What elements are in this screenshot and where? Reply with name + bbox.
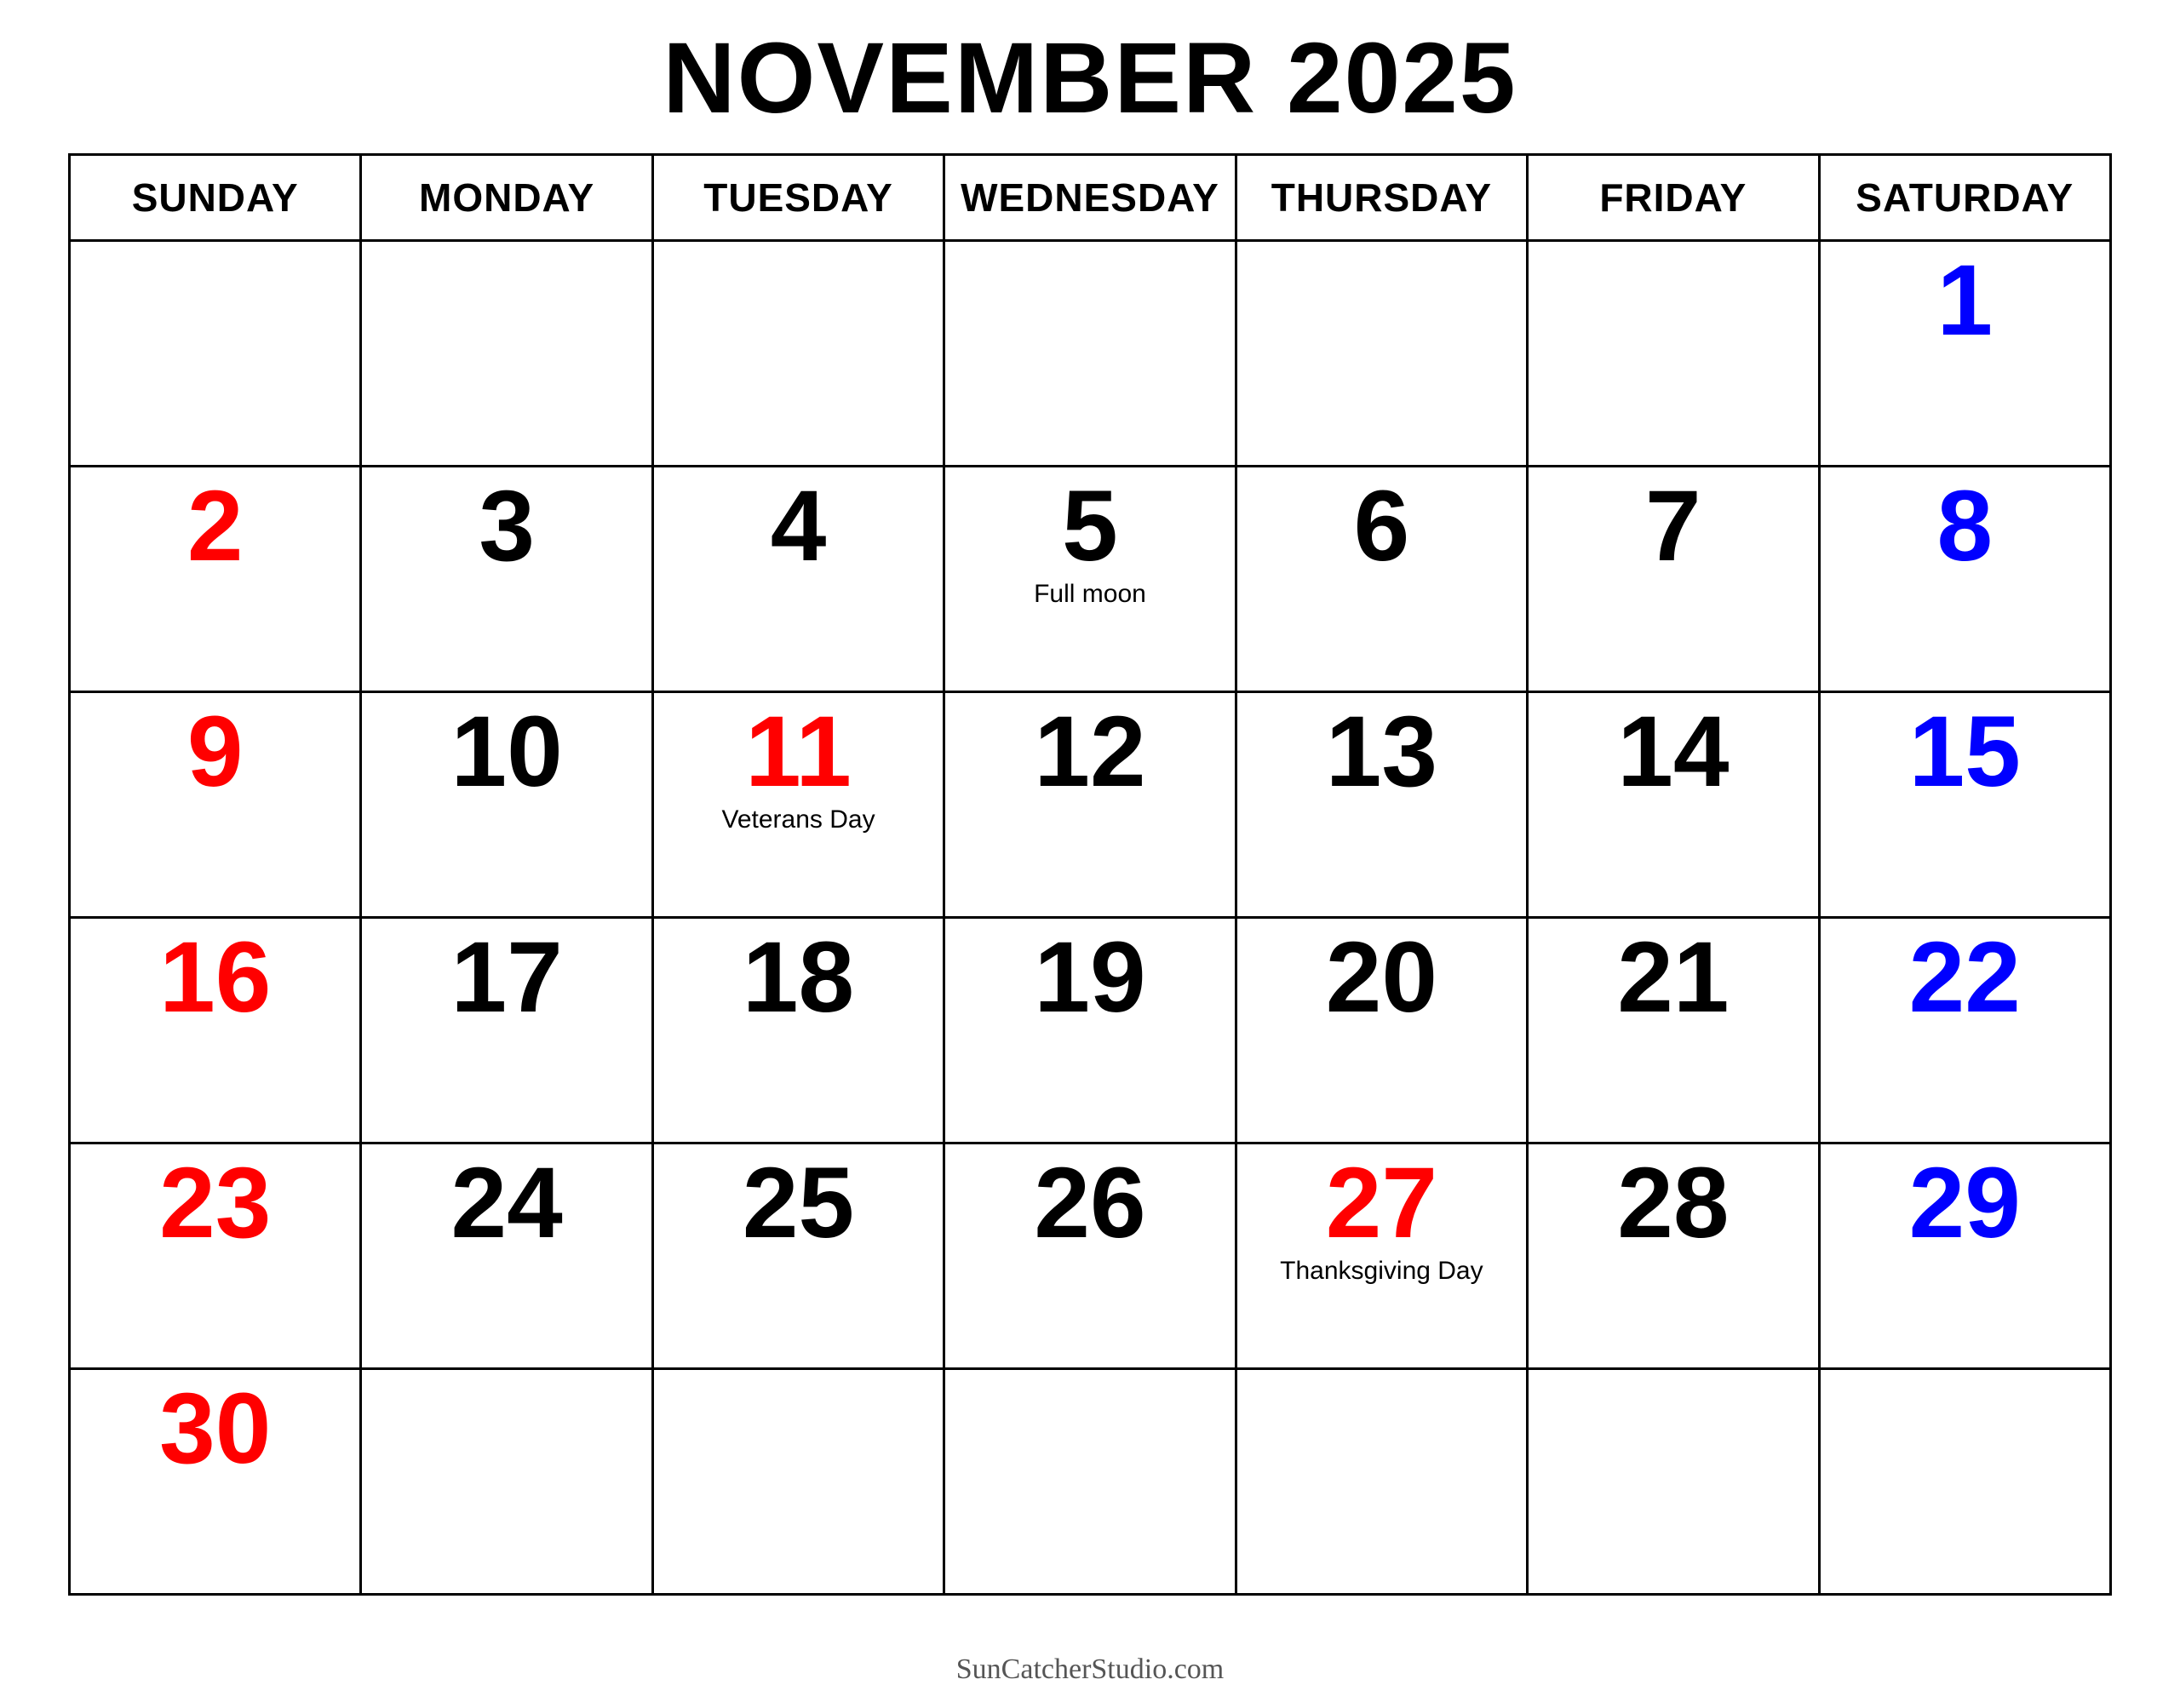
day-cell-content: [1529, 467, 1817, 691]
calendar-week-row: [70, 691, 2111, 917]
day-number: 27: [1325, 1146, 1438, 1259]
calendar-day-cell[interactable]: [1528, 917, 1819, 1143]
day-cell-content: [1821, 467, 2109, 691]
day-cell-content: [1529, 1144, 1817, 1367]
calendar-day-cell[interactable]: [652, 691, 944, 917]
day-cell-content: [1821, 1370, 2109, 1593]
day-cell-content: [654, 693, 943, 916]
calendar-container: [68, 153, 2112, 1596]
calendar-page: [0, 24, 2180, 1708]
day-number: 8: [1936, 469, 1994, 582]
day-number: 7: [1645, 469, 1701, 582]
day-cell-content: [654, 467, 943, 691]
weekday-header-wednesday: WEDNESDAY: [944, 154, 1236, 240]
day-event-label: Veterans Day: [721, 805, 875, 834]
day-cell-content: [1237, 242, 1526, 465]
day-number: 30: [159, 1372, 272, 1485]
calendar-empty-cell: [1528, 240, 1819, 466]
calendar-empty-cell: [361, 1368, 652, 1594]
day-number: 18: [742, 920, 855, 1034]
day-number: 2: [186, 469, 244, 582]
day-cell-content: [71, 467, 359, 691]
calendar-header: [70, 154, 2111, 240]
calendar-week-row: [70, 1143, 2111, 1368]
day-number: 25: [742, 1146, 855, 1259]
day-cell-content: [1237, 1370, 1526, 1593]
day-cell-content: [945, 919, 1234, 1142]
day-number: 28: [1617, 1146, 1730, 1259]
day-cell-content: [362, 242, 651, 465]
calendar-day-cell[interactable]: [361, 1143, 652, 1368]
calendar-empty-cell: [70, 240, 361, 466]
calendar-day-cell[interactable]: [70, 1143, 361, 1368]
day-number: 6: [1353, 469, 1410, 582]
calendar-day-cell[interactable]: [1236, 917, 1527, 1143]
day-cell-content: [71, 1144, 359, 1367]
calendar-day-cell[interactable]: [1819, 466, 2110, 691]
calendar-empty-cell: [944, 1368, 1236, 1594]
calendar-week-row: [70, 917, 2111, 1143]
calendar-empty-cell: [361, 240, 652, 466]
day-number: 9: [186, 695, 244, 808]
day-cell-content: [1237, 919, 1526, 1142]
day-cell-content: [945, 1144, 1234, 1367]
day-cell-content: [1529, 1370, 1817, 1593]
day-cell-content: [654, 919, 943, 1142]
day-number: 11: [745, 695, 852, 808]
day-number: 4: [770, 469, 827, 582]
day-cell-content: [945, 1370, 1234, 1593]
day-number: 22: [1908, 920, 2021, 1034]
footer-credit: SunCatcherStudio.com: [955, 1654, 1225, 1685]
calendar-day-cell[interactable]: [1819, 240, 2110, 466]
weekday-header-saturday: SATURDAY: [1819, 154, 2110, 240]
weekday-header-friday: FRIDAY: [1528, 154, 1819, 240]
day-cell-content: [1529, 693, 1817, 916]
calendar-day-cell[interactable]: [1819, 691, 2110, 917]
day-cell-content: [1237, 1144, 1526, 1367]
day-number: 1: [1936, 244, 1994, 357]
day-number: 10: [450, 695, 563, 808]
weekday-header-monday: MONDAY: [361, 154, 652, 240]
day-cell-content: [654, 1144, 943, 1367]
calendar-table: [68, 153, 2112, 1596]
day-cell-content: [654, 242, 943, 465]
day-number: 19: [1034, 920, 1146, 1034]
day-cell-content: [1237, 467, 1526, 691]
calendar-day-cell[interactable]: [944, 1143, 1236, 1368]
calendar-day-cell[interactable]: [70, 466, 361, 691]
day-number: 3: [479, 469, 535, 582]
day-number: 21: [1617, 920, 1730, 1034]
calendar-empty-cell: [1236, 1368, 1527, 1594]
calendar-empty-cell: [1819, 1368, 2110, 1594]
day-cell-content: [362, 693, 651, 916]
day-cell-content: [1821, 919, 2109, 1142]
calendar-day-cell[interactable]: [1528, 691, 1819, 917]
weekday-header-thursday: THURSDAY: [1236, 154, 1527, 240]
calendar-day-cell[interactable]: [1236, 466, 1527, 691]
calendar-day-cell[interactable]: [361, 691, 652, 917]
day-cell-content: [71, 242, 359, 465]
calendar-day-cell[interactable]: [361, 466, 652, 691]
day-number: 14: [1617, 695, 1730, 808]
day-cell-content: [945, 467, 1234, 691]
calendar-day-cell[interactable]: [944, 466, 1236, 691]
calendar-day-cell[interactable]: [1819, 917, 2110, 1143]
calendar-day-cell[interactable]: [1528, 1143, 1819, 1368]
calendar-day-cell[interactable]: [1236, 691, 1527, 917]
day-number: 26: [1034, 1146, 1146, 1259]
calendar-day-cell[interactable]: [70, 1368, 361, 1594]
calendar-week-row: [70, 240, 2111, 466]
day-cell-content: [362, 919, 651, 1142]
calendar-day-cell[interactable]: [70, 691, 361, 917]
day-event-label: Full moon: [1034, 580, 1146, 609]
day-cell-content: [945, 693, 1234, 916]
weekday-header-row: [70, 154, 2111, 240]
calendar-day-cell[interactable]: [1528, 466, 1819, 691]
calendar-body: [70, 240, 2111, 1594]
day-number: 20: [1325, 920, 1438, 1034]
day-cell-content: [71, 1370, 359, 1593]
day-cell-content: [71, 693, 359, 916]
calendar-day-cell[interactable]: [652, 1143, 944, 1368]
calendar-empty-cell: [1236, 240, 1527, 466]
day-number: 23: [159, 1146, 272, 1259]
day-cell-content: [1821, 242, 2109, 465]
day-number: 24: [450, 1146, 563, 1259]
day-cell-content: [1237, 693, 1526, 916]
day-number: 15: [1908, 695, 2021, 808]
day-number: 5: [1062, 469, 1118, 582]
calendar-day-cell[interactable]: [1819, 1143, 2110, 1368]
calendar-day-cell[interactable]: [944, 691, 1236, 917]
day-cell-content: [945, 242, 1234, 465]
calendar-empty-cell: [652, 1368, 944, 1594]
day-cell-content: [1821, 1144, 2109, 1367]
day-cell-content: [362, 1144, 651, 1367]
day-number: 29: [1908, 1146, 2021, 1259]
weekday-header-sunday: SUNDAY: [70, 154, 361, 240]
calendar-day-cell[interactable]: [1236, 1143, 1527, 1368]
calendar-day-cell[interactable]: [70, 917, 361, 1143]
day-cell-content: [1529, 919, 1817, 1142]
calendar-empty-cell: [652, 240, 944, 466]
calendar-week-row: [70, 466, 2111, 691]
weekday-header-tuesday: TUESDAY: [652, 154, 944, 240]
day-number: 16: [159, 920, 272, 1034]
day-cell-content: [654, 1370, 943, 1593]
calendar-week-row: [70, 1368, 2111, 1594]
calendar-day-cell[interactable]: [652, 466, 944, 691]
calendar-empty-cell: [1528, 1368, 1819, 1594]
calendar-day-cell[interactable]: [944, 917, 1236, 1143]
day-cell-content: [1529, 242, 1817, 465]
calendar-empty-cell: [944, 240, 1236, 466]
calendar-day-cell[interactable]: [361, 917, 652, 1143]
day-number: 17: [450, 920, 563, 1034]
day-cell-content: [362, 1370, 651, 1593]
day-event-label: Thanksgiving Day: [1280, 1257, 1483, 1286]
day-cell-content: [362, 467, 651, 691]
day-number: 12: [1034, 695, 1146, 808]
day-cell-content: [1821, 693, 2109, 916]
day-number: 13: [1325, 695, 1438, 808]
calendar-day-cell[interactable]: [652, 917, 944, 1143]
page-title: NOVEMBER 2025: [663, 22, 1517, 135]
day-cell-content: [71, 919, 359, 1142]
